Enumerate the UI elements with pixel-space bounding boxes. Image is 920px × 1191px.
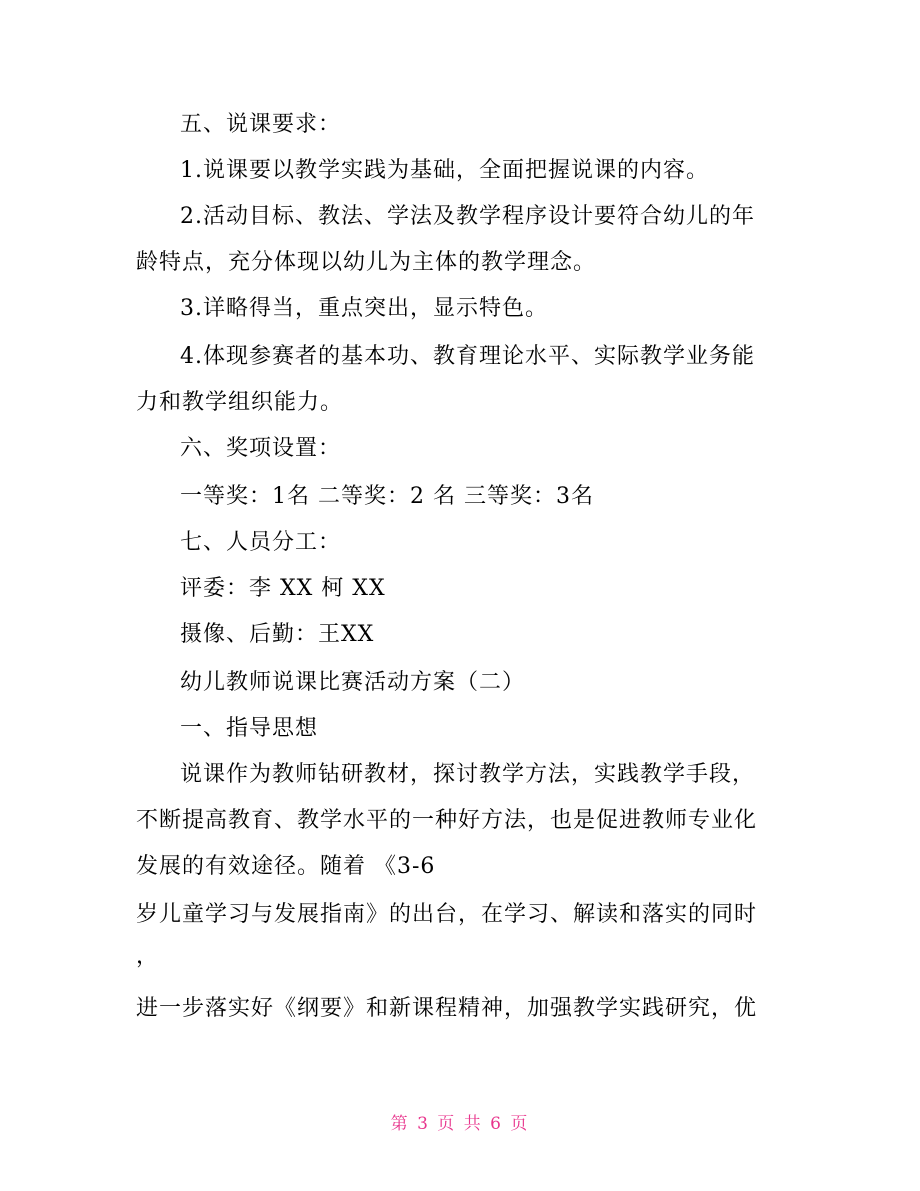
paragraph-line: 不断提高教育、教学水平的一种好方法，也是促进教师专业化 (136, 808, 758, 833)
page-number-footer: 第 3 页 共 6 页 (390, 1114, 530, 1134)
paragraph-line: 岁儿童学习与发展指南》的出台，在学习、解读和落实的同时 (136, 902, 758, 927)
paragraph-line: 发展的有效途径。随着 《3-6 (136, 854, 436, 879)
paragraph-line: 说课作为教师钻研教材，探讨教学方法，实践教学手段， (180, 762, 756, 787)
paragraph-line: 一等奖：1名 二等奖：2 名 三等奖：3名 (180, 484, 594, 509)
paragraph-line: 进一步落实好《纲要》和新课程精神，加强教学实践研究，优 (136, 996, 758, 1021)
paragraph-line: 1.说课要以教学实践为基础，全面把握说课的内容。 (180, 158, 709, 183)
paragraph-line: 2.活动目标、教法、学法及教学程序设计要符合幼儿的年 (180, 204, 755, 229)
paragraph-line: ， (136, 944, 160, 969)
section-heading-awards: 六、奖项设置： (180, 436, 342, 461)
section-heading-requirements: 五、说课要求： (180, 112, 342, 137)
section-heading-guidance: 一、指导思想 (180, 716, 319, 741)
paragraph-line: 3.详略得当，重点突出，显示特色。 (180, 296, 548, 321)
section-heading-staff: 七、人员分工： (180, 530, 342, 555)
paragraph-line: 评委：李 XX 柯 XX (180, 576, 386, 601)
paragraph-line: 摄像、后勤：王XX (180, 622, 375, 647)
paragraph-line: 力和教学组织能力。 (136, 390, 344, 415)
paragraph-line: 4.体现参赛者的基本功、教育理论水平、实际教学业务能 (180, 344, 755, 369)
paragraph-line: 龄特点，充分体现以幼儿为主体的教学理念。 (136, 250, 597, 275)
document-subtitle: 幼儿教师说课比赛活动方案（二） (180, 670, 526, 695)
